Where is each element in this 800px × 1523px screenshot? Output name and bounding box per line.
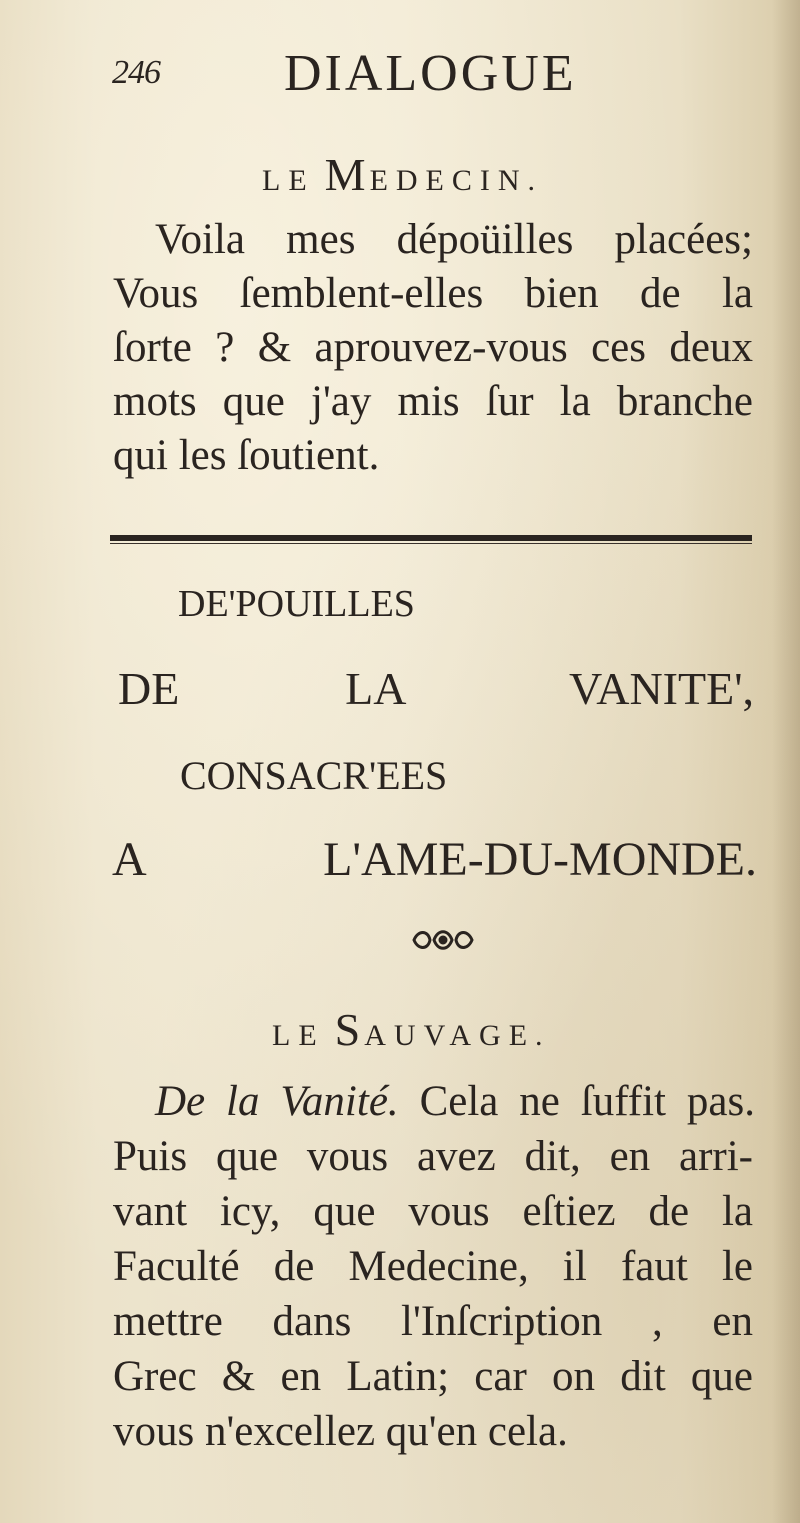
speaker-name-rest: EDECIN. xyxy=(369,164,544,197)
text-run: Cela ne ſuffit pas. xyxy=(398,1078,755,1125)
text-line: Faculté de Medecine, il faut le xyxy=(113,1243,753,1290)
page-header xyxy=(112,40,752,110)
section-rule xyxy=(110,535,752,541)
title-line: DE'POUILLES xyxy=(178,583,415,625)
italic-heading: De la Vanité. xyxy=(155,1078,399,1125)
text-line: mots que j'ay mis ſur la branche xyxy=(113,378,753,425)
title-line: A L'AME-DU-MONDE. xyxy=(112,833,757,886)
text-line: Vous ſemblent-elles bien de la xyxy=(113,270,753,317)
text-line: ſorte ? & aprouvez-vous ces deux xyxy=(113,324,753,371)
text-line: Puis que vous avez dit, en arri- xyxy=(113,1133,753,1180)
title-line: DE LA VANITE', xyxy=(118,663,754,714)
text-line xyxy=(155,1076,755,1128)
text-line: Voila mes dépoüilles placées; xyxy=(155,216,753,263)
text-line: qui les ſoutient. xyxy=(113,432,380,479)
spine-shadow xyxy=(772,0,800,1523)
running-head: DIALOGUE xyxy=(284,45,577,102)
speaker-initial: S xyxy=(334,1004,365,1055)
fleuron-ornament xyxy=(408,925,478,955)
speaker-name-rest: AUVAGE. xyxy=(364,1019,551,1052)
text-line: vant icy, que vous eſtiez de la xyxy=(113,1188,753,1235)
text-line: Grec & en Latin; car on dit que xyxy=(113,1353,753,1400)
text-line: mettre dans l'Inſcription , en xyxy=(113,1298,753,1345)
page-number: 246 xyxy=(112,54,160,91)
speaker-heading-sauvage xyxy=(272,1003,551,1056)
speaker-article: LE xyxy=(262,164,315,197)
speaker-article: LE xyxy=(272,1019,325,1052)
speaker-heading-medecin xyxy=(262,148,543,201)
title-line: CONSACR'EES xyxy=(180,753,448,798)
text-line: vous n'excellez qu'en cela. xyxy=(113,1408,568,1455)
speaker-initial: M xyxy=(324,149,370,200)
